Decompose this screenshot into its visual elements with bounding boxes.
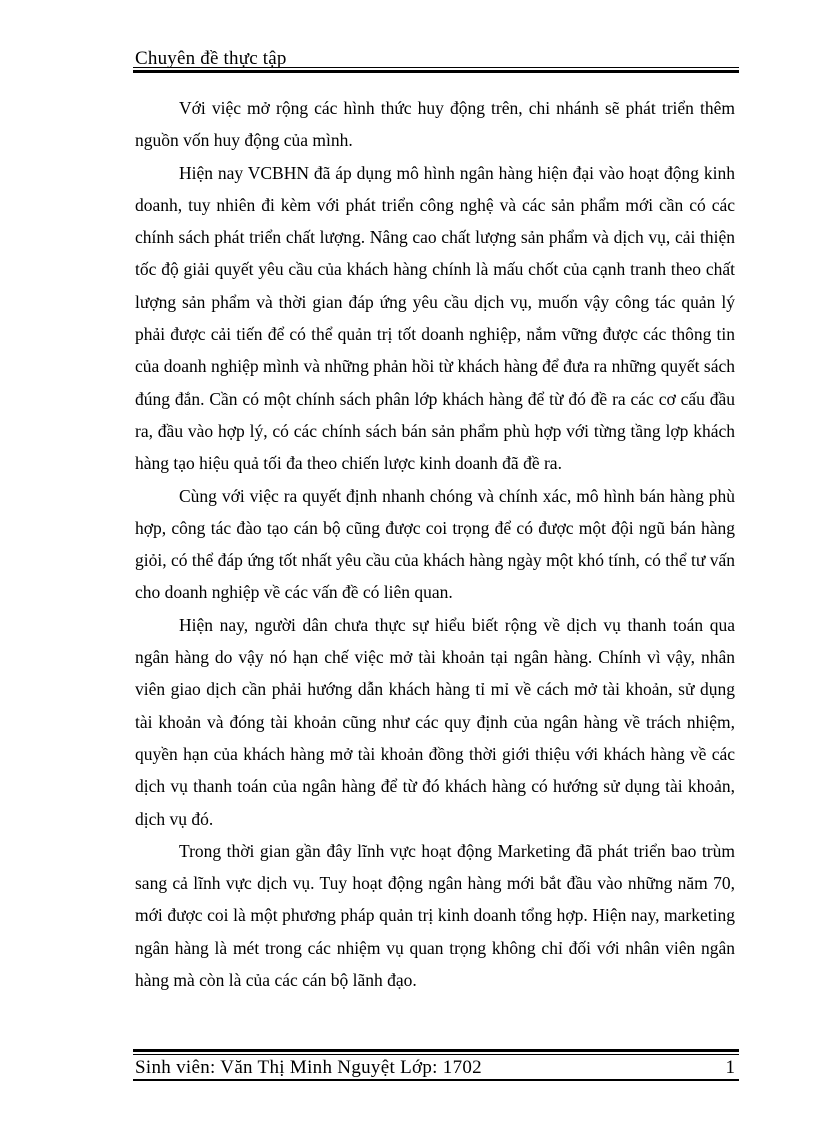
footer-student-info: Sinh viên: Văn Thị Minh Nguyệt Lớp: 1702 [135, 1057, 482, 1078]
page-number: 1 [725, 1057, 735, 1078]
document-body [135, 92, 735, 996]
page-header [133, 46, 739, 74]
paragraph: Hiện nay, người dân chưa thực sự hiểu biết rộng về dịch vụ thanh toán qua ngân hàng do vậy nó hạn chế việc mở tài khoản tại ngân hàng. Chính vì vậy, nhân viên giao dịch cần phải hướng dẫn khách hàng tỉ mỉ về cách mở tài khoản, sử dụng tài khoản và đóng tài khoản cũng như các quy định của ngân hàng về trách nhiệm, quyền hạn của khách hàng mở tài khoản đồng thời giới thiệu với khách hàng về các dịch vụ thanh toán của ngân hàng để từ đó khách hàng có hướng sử dụng tài khoản, dịch vụ đó. [135, 614, 735, 829]
paragraph: Trong thời gian gần đây lĩnh vực hoạt động Marketing đã phát triển bao trùm sang cả lĩnh vực dịch vụ. Tuy hoạt động ngân hàng mới bắt đầu vào những năm 70, mới được coi là một phương pháp quản trị kinh doanh tổng hợp. Hiện nay, marketing ngân hàng là mét trong các nhiệm vụ quan trọng không chỉ đối với nhân viên ngân hàng mà còn là của các cán bộ lãnh đạo. [135, 840, 735, 991]
header-rule-thick [133, 70, 739, 73]
paragraph: Hiện nay VCBHN đã áp dụng mô hình ngân hàng hiện đại vào hoạt động kinh doanh, tuy nhiên đi kèm với phát triển công nghệ và các sản phẩm mới cần có các chính sách phát triển chất lượng. Nâng cao chất lượng sản phẩm và dịch vụ, cải thiện tốc độ giải quyết yêu cầu của khách hàng chính là mấu chốt của cạnh tranh theo chất lượng sản phẩm và thời gian đáp ứng yêu cầu dịch vụ, muốn vậy công tác quản lý phải được cải tiến để có thể quản trị tốt doanh nghiệp, nắm vững được các thông tin của doanh nghiệp mình và những phản hồi từ khách hàng để đưa ra những quyết sách đúng đắn. Cần có một chính sách phân lớp khách hàng để từ đó đề ra các cơ cấu đầu ra, đầu vào hợp lý, có các chính sách bán sản phẩm phù hợp với từng tầng lợp khách hàng tạo hiệu quả tối đa theo chiến lược kinh doanh đã đề ra. [135, 162, 735, 474]
paragraph: Với việc mở rộng các hình thức huy động trên, chi nhánh sẽ phát triển thêm nguồn vốn huy động của mình. [135, 98, 735, 151]
page-footer [133, 1049, 739, 1083]
header-rule-thin [133, 67, 739, 68]
paragraph: Cùng với việc ra quyết định nhanh chóng và chính xác, mô hình bán hàng phù hợp, công tác đào tạo cán bộ cũng được coi trọng để có được một đội ngũ bán hàng giỏi, có thể đáp ứng tốt nhất yêu cầu của khách hàng ngày một khó tính, có thể tư vấn cho doanh nghiệp về các vấn đề có liên quan. [135, 485, 735, 603]
footer-rule-thick [133, 1049, 739, 1052]
footer-rule-thin [133, 1054, 739, 1055]
header-title: Chuyên đề thực tập [135, 48, 287, 69]
footer-rule-bottom [133, 1079, 739, 1081]
